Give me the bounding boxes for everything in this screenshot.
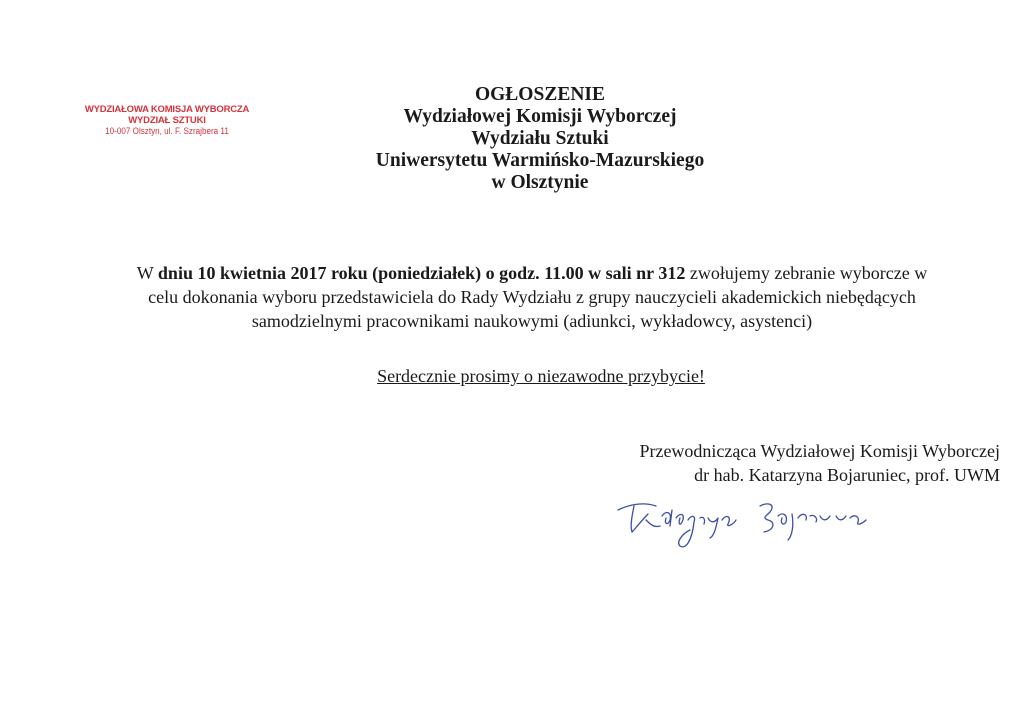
body-prefix: W: [136, 263, 158, 283]
body-line-1: [20, 261, 1024, 285]
signer-role: Przewodnicząca Wydziałowej Komisji Wyborczej: [639, 441, 1000, 461]
handwritten-signature: [610, 480, 880, 560]
body-line-2: celu dokonania wyboru przedstawiciela do Rady Wydziału z grupy nauczycieli akademickich niebędących: [148, 287, 916, 307]
header-university: Uniwersytetu Warmińsko-Mazurskiego: [375, 150, 705, 171]
announcement-title: OGŁOSZENIE: [474, 84, 606, 105]
election-committee-stamp: [72, 104, 262, 137]
header-committee: Wydziałowej Komisji Wyborczej: [403, 106, 677, 127]
signer-name: dr hab. Katarzyna Bojaruniec, prof. UWM: [694, 465, 1000, 485]
announcement-body: [20, 261, 1024, 333]
stamp-line-committee: WYDZIAŁOWA KOMISJA WYBORCZA: [84, 104, 250, 115]
meeting-date-time-room: dniu 10 kwietnia 2017 roku (poniedziałek) o godz. 11.00 w sali nr 312: [157, 263, 686, 283]
announcement-header: [300, 84, 780, 194]
body-line-1-rest: zwołujemy zebranie wyborcze w: [685, 263, 928, 283]
stamp-line-address: 10-007 Olsztyn, ul. F. Szrajbera 11: [105, 126, 229, 136]
stamp-line-faculty: WYDZIAŁ SZTUKI: [128, 115, 206, 126]
invitation-text: Serdecznie prosimy o niezawodne przybycie!: [377, 366, 705, 386]
header-faculty: Wydziału Sztuki: [471, 128, 609, 149]
header-city: w Olsztynie: [491, 172, 589, 193]
body-line-3: samodzielnymi pracownikami naukowymi (adiunkci, wykładowcy, asystenci): [251, 311, 813, 331]
